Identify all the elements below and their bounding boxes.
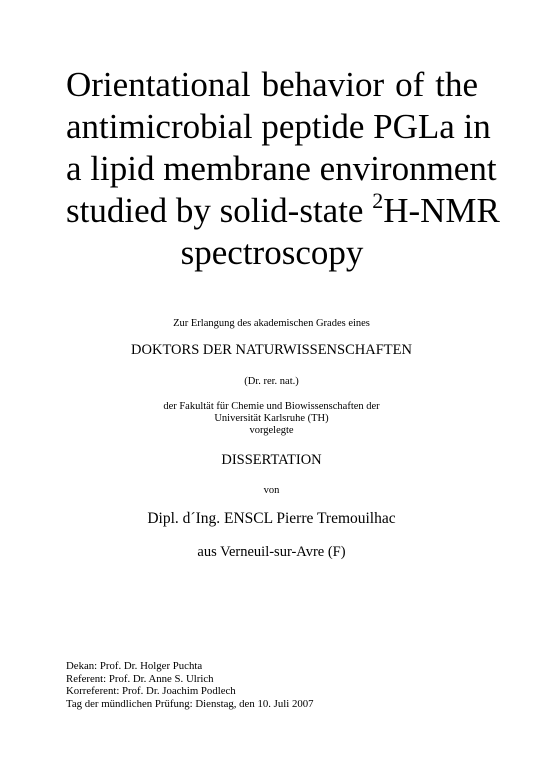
examination-committee <box>66 660 314 710</box>
title-line-1: Orientational behavior of the <box>66 65 478 104</box>
korreferent-line: Korreferent: Prof. Dr. Joachim Podlech <box>66 685 236 697</box>
faculty-line-1: der Fakultät für Chemie und Biowissenschaften der <box>163 401 380 412</box>
title-line-3: a lipid membrane environment <box>66 149 497 188</box>
exam-date-line: Tag der mündlichen Prüfung: Dienstag, den 10. Juli 2007 <box>66 697 314 710</box>
degree-purpose: Zur Erlangung des akademischen Grades eines <box>173 318 370 329</box>
degree-name: DOKTORS DER NATURWISSENSCHAFTEN <box>131 342 412 358</box>
faculty-line-3: vorgelegte <box>249 425 294 436</box>
title-superscript: 2 <box>372 188 384 213</box>
dekan-line: Dekan: Prof. Dr. Holger Puchta <box>66 660 203 672</box>
faculty-block <box>0 401 543 437</box>
title-line-4 <box>66 188 500 232</box>
title-line-5: spectroscopy <box>180 233 364 272</box>
thesis-title <box>66 64 500 274</box>
von-label: von <box>263 485 280 496</box>
author-origin: aus Verneuil-sur-Avre (F) <box>197 544 346 560</box>
referent-line: Referent: Prof. Dr. Anne S. Ulrich <box>66 672 214 685</box>
document-type: DISSERTATION <box>221 452 322 468</box>
title-line-2: antimicrobial peptide PGLa in <box>66 107 491 146</box>
degree-abbreviation: (Dr. rer. nat.) <box>244 376 299 387</box>
faculty-line-2: Universität Karlsruhe (TH) <box>214 413 329 424</box>
title-line-4-tail: H-NMR <box>383 191 500 230</box>
author-name: Dipl. d´Ing. ENSCL Pierre Tremouilhac <box>147 510 396 527</box>
title-line-4-text: studied by solid-state <box>66 191 373 230</box>
